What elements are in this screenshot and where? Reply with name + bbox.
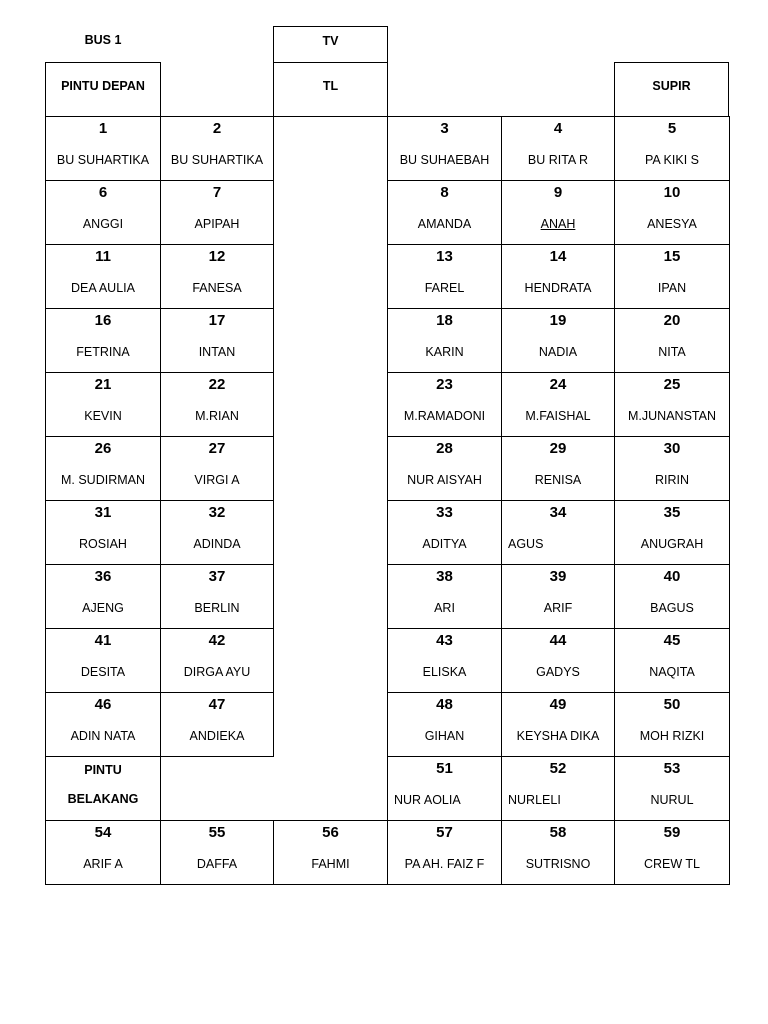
seat-name: KEVIN [84,409,122,423]
seat-31 [45,500,161,565]
seat-44 [501,628,615,693]
seat-name: NAQITA [649,665,695,679]
seat-17 [160,308,274,373]
seat-58 [501,820,615,885]
seat-number: 29 [549,440,567,457]
seat-3 [387,116,502,181]
seat-number: 54 [94,824,112,841]
seat-number: 32 [208,504,226,521]
seat-name: ANUGRAH [640,537,704,551]
seat-number: 23 [436,376,453,393]
seat-38 [387,564,502,629]
seat-name: ANAH [540,217,576,231]
seat-number: 17 [208,312,226,329]
seat-23 [387,372,502,437]
seat-name: M.RAMADONI [403,409,486,423]
seat-9 [501,180,615,245]
seat-name: FAHMI [311,857,350,871]
seat-number: 36 [94,568,112,585]
seat-name: FETRINA [76,345,130,359]
seat-number: 34 [549,504,567,521]
seat-name: APIPAH [194,217,240,231]
back-door-line2: BELAKANG [67,792,139,806]
seat-number: 31 [94,504,112,521]
seat-name: M.FAISHAL [525,409,591,423]
seat-name: GADYS [536,665,580,679]
seat-number: 44 [549,632,567,649]
seat-28 [387,436,502,501]
driver-cell [614,62,729,117]
seat-12 [160,244,274,309]
seat-20 [614,308,730,373]
seat-name: M. SUDIRMAN [60,473,146,487]
seat-number: 40 [663,568,681,585]
seat-number: 10 [663,184,681,201]
seat-name: ANDIEKA [189,729,245,743]
seat-number: 53 [663,760,681,777]
front-door-label: PINTU DEPAN [61,79,145,93]
seat-name: KARIN [425,345,464,359]
seat-number: 30 [663,440,681,457]
seat-name: ARI [434,601,455,615]
seat-name: NITA [658,345,686,359]
seat-number: 43 [436,632,453,649]
back-door-line1: PINTU [84,763,122,777]
seat-name: RIRIN [654,473,690,487]
seat-43 [387,628,502,693]
seat-name: ADINDA [193,537,241,551]
seat-34 [501,500,615,565]
seat-53 [614,756,730,821]
seat-1 [45,116,161,181]
seat-10 [614,180,730,245]
seat-8 [387,180,502,245]
seat-50 [614,692,730,757]
tv-cell [273,26,388,63]
seat-name: NUR AOLIA [394,793,461,807]
seat-number: 25 [663,376,681,393]
seat-number: 49 [549,696,567,713]
seat-15 [614,244,730,309]
seat-name: BAGUS [650,601,694,615]
seat-number: 56 [322,824,339,841]
seat-number: 6 [98,184,108,201]
bus-label [46,26,160,62]
seat-name: ADITYA [422,537,467,551]
seat-39 [501,564,615,629]
seat-6 [45,180,161,245]
seat-number: 27 [208,440,226,457]
seat-name: SUTRISNO [525,857,591,871]
seat-name: FANESA [192,281,242,295]
seat-7 [160,180,274,245]
seat-52 [501,756,615,821]
seat-21 [45,372,161,437]
seat-name: DAFFA [196,857,238,871]
seat-name: DEA AULIA [71,281,135,295]
seat-number: 42 [208,632,226,649]
seat-number: 47 [208,696,226,713]
seat-name: NADIA [538,345,578,359]
seat-number: 7 [212,184,222,201]
seat-name: BU RITA R [527,153,589,167]
seat-number: 18 [436,312,453,329]
seat-number: 12 [208,248,226,265]
seat-name: DESITA [80,665,126,679]
seat-name: NUR AISYAH [407,473,482,487]
seat-48 [387,692,502,757]
seat-number: 19 [549,312,567,329]
seat-number: 28 [436,440,453,457]
seat-name: AMANDA [417,217,472,231]
seat-number: 22 [208,376,226,393]
seat-name: ARIF A [83,857,123,871]
tl-label: TL [322,79,339,93]
seat-13 [387,244,502,309]
seat-number: 9 [553,184,563,201]
seat-57 [387,820,502,885]
front-door-cell [45,62,161,117]
seat-47 [160,692,274,757]
seat-number: 41 [94,632,112,649]
seat-40 [614,564,730,629]
seat-name: GIHAN [424,729,465,743]
seat-name: PA KIKI S [645,153,699,167]
seat-name: ARIF [543,601,573,615]
seat-number: 5 [667,120,677,137]
seat-name: ROSIAH [79,537,127,551]
seat-name: AJENG [82,601,124,615]
seat-36 [45,564,161,629]
seat-number: 21 [94,376,112,393]
seat-42 [160,628,274,693]
seat-number: 55 [208,824,226,841]
seat-26 [45,436,161,501]
seat-number: 52 [549,760,567,777]
seat-name: ANESYA [647,217,697,231]
tl-cell [273,62,388,117]
seat-number: 48 [436,696,453,713]
seat-22 [160,372,274,437]
seat-name: KEYSHA DIKA [516,729,600,743]
seat-name: NURLELI [508,793,561,807]
seat-25 [614,372,730,437]
seat-19 [501,308,615,373]
seat-number: 33 [436,504,453,521]
driver-label: SUPIR [652,79,691,93]
bus-label-text: BUS 1 [84,33,122,47]
seat-number: 38 [436,568,453,585]
seat-number: 58 [549,824,567,841]
seat-27 [160,436,274,501]
seat-number: 57 [436,824,453,841]
seat-name: ADIN NATA [70,729,136,743]
seat-number: 24 [549,376,567,393]
seat-name: FAREL [424,281,465,295]
seat-name: BU SUHAEBAH [399,153,490,167]
seat-14 [501,244,615,309]
seat-number: 8 [440,184,449,201]
seat-16 [45,308,161,373]
seat-number: 3 [440,120,449,137]
seat-18 [387,308,502,373]
seat-number: 50 [663,696,681,713]
seat-name: BERLIN [194,601,240,615]
seat-49 [501,692,615,757]
seat-number: 37 [208,568,226,585]
seat-24 [501,372,615,437]
seat-name: RENISA [534,473,582,487]
seat-41 [45,628,161,693]
seat-number: 39 [549,568,567,585]
seat-name: M.JUNANSTAN [628,409,716,423]
seat-name: BU SUHARTIKA [56,153,150,167]
seat-2 [160,116,274,181]
seat-name: IPAN [657,281,687,295]
seat-number: 2 [212,120,222,137]
seat-45 [614,628,730,693]
seat-number: 16 [94,312,112,329]
seat-number: 13 [436,248,453,265]
seat-number: 1 [98,120,108,137]
seat-5 [614,116,730,181]
seat-name: DIRGA AYU [183,665,251,679]
seat-name: M.RIAN [195,409,239,423]
seat-29 [501,436,615,501]
seat-55 [160,820,274,885]
seat-35 [614,500,730,565]
seat-number: 51 [436,760,453,777]
seat-32 [160,500,274,565]
seat-name: ELISKA [422,665,467,679]
seat-59 [614,820,730,885]
back-door-cell [45,756,161,821]
seat-name: MOH RIZKI [639,729,705,743]
seat-name: CREW TL [643,857,701,871]
seat-37 [160,564,274,629]
seat-name: VIRGI A [194,473,240,487]
seat-number: 20 [663,312,681,329]
seat-number: 45 [663,632,681,649]
seat-name: ANGGI [82,217,124,231]
seat-number: 26 [94,440,112,457]
seat-name: AGUS [508,537,544,551]
tv-label: TV [322,34,339,48]
seat-51 [387,756,502,821]
seat-name: INTAN [198,345,236,359]
seat-name: NURUL [650,793,694,807]
seat-number: 14 [549,248,567,265]
seat-4 [501,116,615,181]
seat-number: 15 [663,248,681,265]
seat-46 [45,692,161,757]
seat-number: 59 [663,824,681,841]
seat-54 [45,820,161,885]
seat-56 [273,820,388,885]
seat-11 [45,244,161,309]
seat-30 [614,436,730,501]
seat-number: 35 [663,504,681,521]
seat-33 [387,500,502,565]
seat-number: 46 [94,696,112,713]
seat-number: 4 [553,120,563,137]
seat-name: PA AH. FAIZ F [404,857,485,871]
seat-name: HENDRATA [524,281,592,295]
seat-number: 11 [95,248,111,265]
seat-name: BU SUHARTIKA [170,153,264,167]
